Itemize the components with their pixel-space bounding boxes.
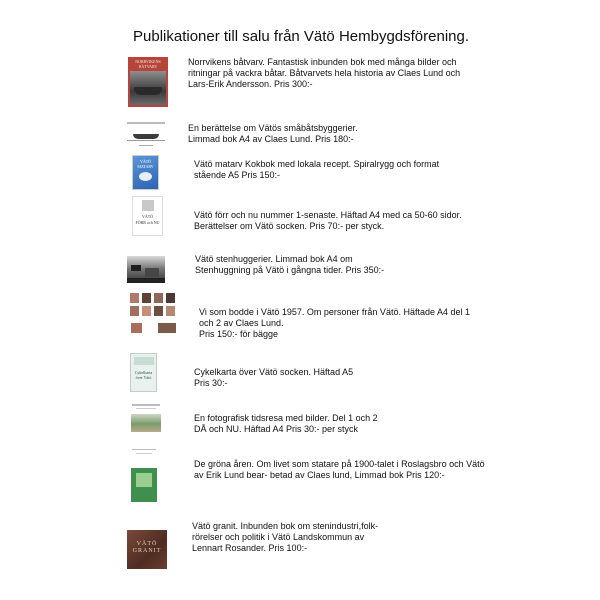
item-description: Vätö förr och nu nummer 1-senaste. Häftad A4 med ca 50-60 sidor. Berättelser om Vätö socken. Pris 70:- per styck.: [194, 210, 462, 231]
item-description: Vätö stenhuggerier. Limmad bok A4 om Stenhuggning på Vätö i gångna tider. Pris 350:-: [195, 254, 385, 275]
item-description: En berättelse om Vätös småbåtsbyggerier. Limmad bok A4 av Claes Lund. Pris 180:-: [188, 123, 358, 144]
cover-title: VÄTÖ FÖRR och NU: [135, 214, 160, 225]
item-description: Vätö matarv Kokbok med lokala recept. Spiralrygg och format stående A5 Pris 150:-: [194, 159, 440, 180]
cover-title: VÄTÖ GRANIT: [132, 541, 162, 554]
item-description: En fotografisk tidsresa med bilder. Del 1 och 2 DÅ och NU. Häftad A4 Pris 30:- per styck: [194, 413, 378, 434]
granite-book-cover: [127, 530, 167, 569]
stonemason-cover: [127, 256, 165, 283]
small-boat-book-cover: [127, 122, 165, 148]
item-description: Vi som bodde i Vätö 1957. Om personer från Vätö. Häftade A4 del 1 och 2 av Claes Lund. Pris 150:- för bägge: [199, 307, 471, 339]
cover-title: VÄTÖ MATARV: [137, 159, 154, 169]
item-description: Cykelkarta över Vätö socken. Häftad A5 Pris 30:-: [194, 367, 354, 388]
item-description: Norrvikens båtvarv. Fantastisk inbunden bok med många bilder och ritningar på vackra båtar. Båtvarvets hela historia av Claes Lund och Lars-Erik Andersson. Pris 300:-: [188, 57, 461, 89]
bike-map-cover: [130, 353, 157, 392]
cookbook-cover: [132, 155, 159, 190]
page-title: Publikationer till salu från Vätö Hembygdsförening.: [133, 28, 470, 45]
boatyard-book-cover: [128, 57, 168, 107]
portrait-grid-cover: [128, 291, 184, 337]
green-years-cover: [128, 446, 160, 504]
cover-title: Cykelkarta över Vätö: [134, 370, 153, 380]
item-description: De gröna åren. Om livet som statare på 1900-talet i Roslagsbro och Vätö av Erik Lund bear- betad av Claes lund, Limmad bok Pris 120:-: [194, 459, 485, 480]
cover-title: NORRVIKENS BÅTVARV: [135, 59, 161, 69]
then-and-now-cover: [132, 196, 163, 236]
item-description: Vätö granit. Inbunden bok om stenindustri,folk- rörelser och politik i Vätö Landskommun av Lennart Rosander. Pris 100:-: [192, 521, 379, 553]
photo-journey-cover: [128, 402, 164, 436]
